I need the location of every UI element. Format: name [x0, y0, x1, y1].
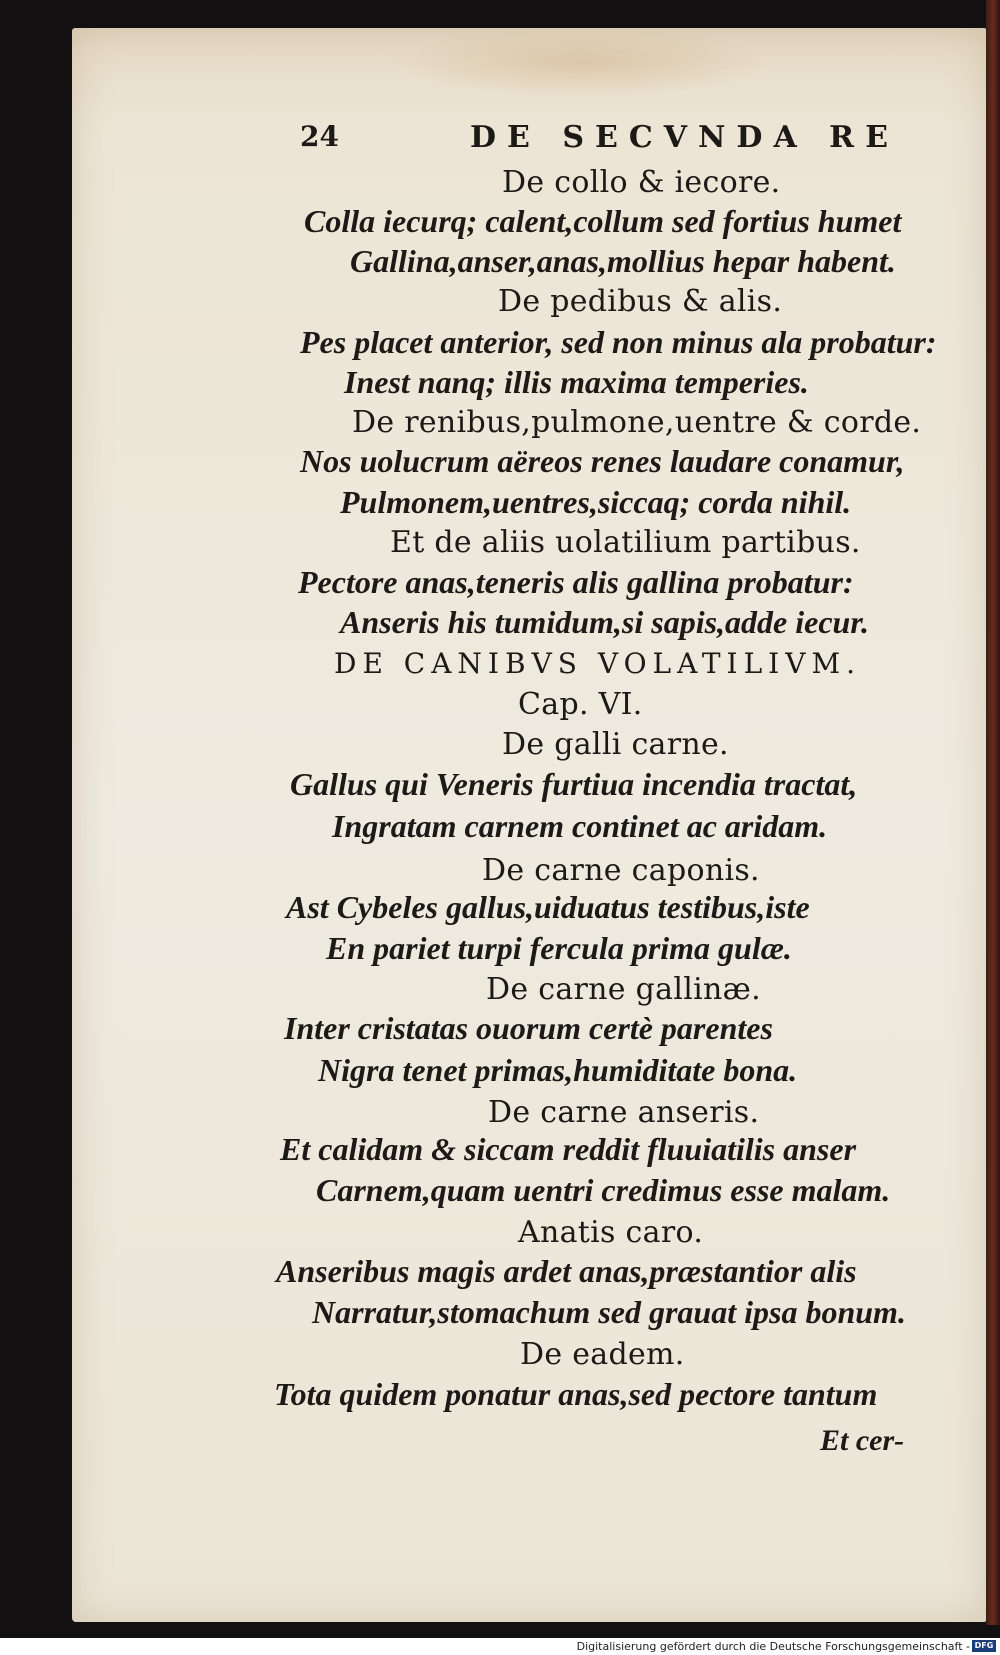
footer-credit: Digitalisierung gefördert durch die Deutsche Forschungsgemeinschaft - — [576, 1640, 970, 1653]
text-line: En pariet turpi fercula prima gulæ. — [326, 930, 792, 966]
text-line: Nigra tenet primas,humiditate bona. — [318, 1052, 798, 1088]
text-line: De carne caponis. — [482, 853, 760, 888]
text-line: De pedibus & alis. — [498, 284, 783, 319]
text-line: Anatis caro. — [518, 1215, 704, 1250]
text-line: Pulmonem,uentres,siccaq; corda nihil. — [340, 484, 852, 520]
text-line: Et de aliis uolatilium partibus. — [390, 525, 861, 560]
running-head: DE SECVNDA RE — [470, 120, 899, 155]
text-line: Ast Cybeles gallus,uiduatus testibus,iste — [286, 889, 810, 925]
text-line: Gallina,anser,anas,mollius hepar habent. — [350, 243, 896, 279]
chapter-number: Cap. VI. — [518, 687, 643, 722]
catchword: Et cer- — [820, 1424, 905, 1457]
text-line: Pectore anas,teneris alis gallina probatur: — [298, 564, 854, 600]
chapter-heading: DE CANIBVS VOLATILIVM. — [334, 647, 862, 680]
text-line: Carnem,quam uentri credimus esse malam. — [316, 1172, 891, 1208]
text-line: Ingratam carnem continet ac aridam. — [332, 808, 828, 844]
text-line: De carne anseris. — [488, 1095, 760, 1130]
binding-edge — [986, 0, 1000, 1625]
text-line: Pes placet anterior, sed non minus ala probatur: — [300, 324, 937, 360]
text-line: De galli carne. — [502, 727, 729, 762]
text-line: Nos uolucrum aëreos renes laudare conamur, — [300, 443, 905, 479]
text-line: Anseribus magis ardet anas,præstantior alis — [276, 1253, 857, 1289]
page-number: 24 — [300, 120, 339, 153]
text-line: Inter cristatas ouorum certè parentes — [284, 1010, 773, 1046]
dfg-logo: DFG — [972, 1640, 996, 1652]
text-line: De eadem. — [520, 1337, 685, 1372]
text-line: Narratur,stomachum sed grauat ipsa bonum. — [312, 1294, 906, 1330]
text-line: De renibus,pulmone,uentre & corde. — [352, 405, 922, 440]
text-line: Tota quidem ponatur anas,sed pectore tantum — [274, 1376, 878, 1412]
text-line: Inest nanq; illis maxima temperies. — [344, 364, 809, 400]
text-line: Gallus qui Veneris furtiua incendia tractat, — [290, 766, 858, 802]
text-line: De collo & iecore. — [502, 165, 781, 200]
text-line: Colla iecurq; calent,collum sed fortius humet — [304, 203, 902, 239]
text-line: Anseris his tumidum,si sapis,adde iecur. — [340, 604, 870, 640]
text-line: De carne gallinæ. — [486, 972, 762, 1007]
text-line: Et calidam & siccam reddit fluuiatilis anser — [280, 1131, 857, 1167]
